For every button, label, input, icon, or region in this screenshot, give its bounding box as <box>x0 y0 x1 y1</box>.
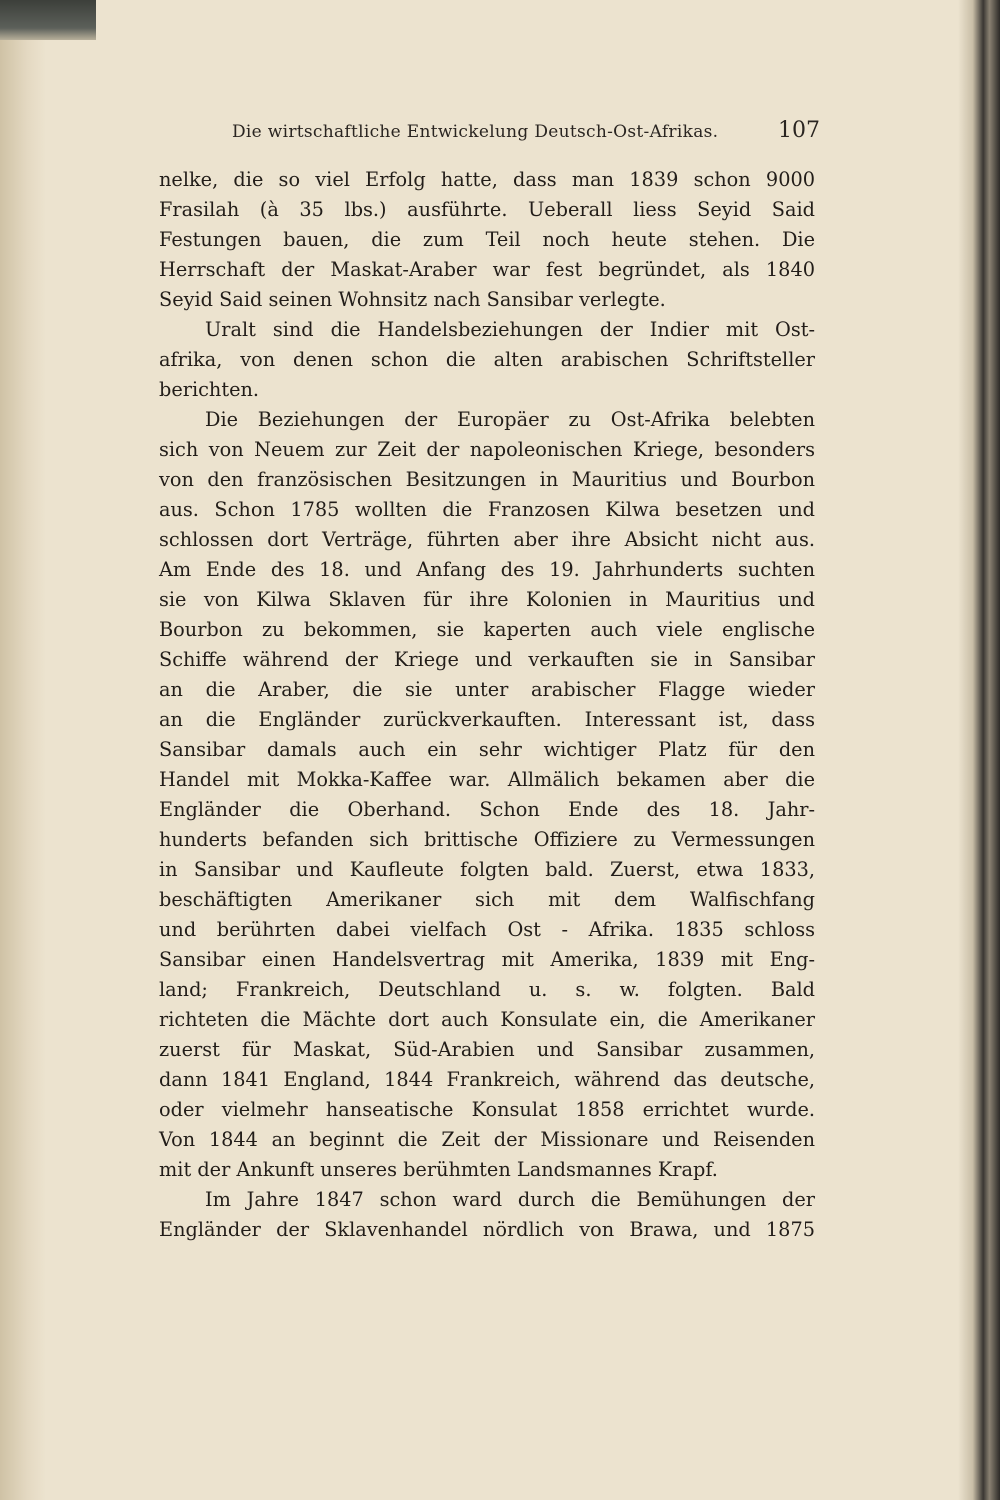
body-text <box>159 165 815 1245</box>
text-line: afrika, von denen schon die alten arabischen Schriftsteller <box>159 348 815 371</box>
text-line: hunderts befanden sich brittische Offiziere zu Vermessungen <box>159 828 815 851</box>
book-spine-edge <box>958 0 1000 1500</box>
text-line: richteten die Mächte dort auch Konsulate ein, die Amerikaner <box>159 1008 815 1031</box>
text-line: Bourbon zu bekommen, sie kaperten auch viele englische <box>159 618 815 641</box>
text-line: und berührten dabei vielfach Ost - Afrika. 1835 schloss <box>159 918 815 941</box>
text-line: berichten. <box>159 378 260 401</box>
text-line: sie von Kilwa Sklaven für ihre Kolonien in Mauritius und <box>159 588 815 611</box>
text-line: Engländer die Oberhand. Schon Ende des 18. Jahr- <box>159 798 815 821</box>
text-line: Am Ende des 18. und Anfang des 19. Jahrhunderts suchten <box>159 558 815 581</box>
text-line: aus. Schon 1785 wollten die Franzosen Kilwa besetzen und <box>159 498 815 521</box>
text-line: dann 1841 England, 1844 Frankreich, während das deutsche, <box>159 1068 815 1091</box>
text-line: Seyid Said seinen Wohnsitz nach Sansibar verlegte. <box>159 288 666 311</box>
text-line: Frasilah (à 35 lbs.) ausführte. Ueberall liess Seyid Said <box>159 198 815 221</box>
text-line: beschäftigten Amerikaner sich mit dem Walfischfang <box>159 888 815 911</box>
text-line: zuerst für Maskat, Süd-Arabien und Sansibar zusammen, <box>159 1038 815 1061</box>
text-line: in Sansibar und Kaufleute folgten bald. Zuerst, etwa 1833, <box>159 858 815 881</box>
page-number: 107 <box>778 118 820 143</box>
text-line: nelke, die so viel Erfolg hatte, dass man 1839 schon 9000 <box>159 168 815 191</box>
text-line: Engländer der Sklavenhandel nördlich von Brawa, und 1875 <box>159 1218 815 1241</box>
text-line: sich von Neuem zur Zeit der napoleonischen Kriege, besonders <box>159 438 815 461</box>
text-line: Uralt sind die Handelsbeziehungen der Indier mit Ost- <box>205 318 815 341</box>
text-line: land; Frankreich, Deutschland u. s. w. folgten. Bald <box>159 978 815 1001</box>
running-title: Die wirtschaftliche Entwickelung Deutsch-Ost-Afrikas. <box>232 122 719 142</box>
text-line: Handel mit Mokka-Kaffee war. Allmälich bekamen aber die <box>159 768 815 791</box>
text-line: Die Beziehungen der Europäer zu Ost-Afrika belebten <box>205 408 815 431</box>
text-line: Von 1844 an beginnt die Zeit der Missionare und Reisenden <box>159 1128 815 1151</box>
text-line: Schiffe während der Kriege und verkauften sie in Sansibar <box>159 648 815 671</box>
text-line: Im Jahre 1847 schon ward durch die Bemühungen der <box>205 1188 815 1211</box>
text-line: schlossen dort Verträge, führten aber ihre Absicht nicht aus. <box>159 528 815 551</box>
text-line: Sansibar einen Handelsvertrag mit Amerika, 1839 mit Eng- <box>159 948 815 971</box>
page-left-margin-shadow <box>0 40 46 1500</box>
running-header <box>232 118 820 148</box>
text-line: oder vielmehr hanseatische Konsulat 1858 errichtet wurde. <box>159 1098 815 1121</box>
text-line: Herrschaft der Maskat-Araber war fest begründet, als 1840 <box>159 258 815 281</box>
text-line: an die Engländer zurückverkauften. Interessant ist, dass <box>159 708 815 731</box>
text-line: mit der Ankunft unseres berühmten Landsmannes Krapf. <box>159 1158 718 1181</box>
text-line: Sansibar damals auch ein sehr wichtiger Platz für den <box>159 738 815 761</box>
text-line: an die Araber, die sie unter arabischer Flagge wieder <box>159 678 815 701</box>
text-line: von den französischen Besitzungen in Mauritius und Bourbon <box>159 468 815 491</box>
scan-corner-tab <box>0 0 96 40</box>
text-line: Festungen bauen, die zum Teil noch heute stehen. Die <box>159 228 815 251</box>
